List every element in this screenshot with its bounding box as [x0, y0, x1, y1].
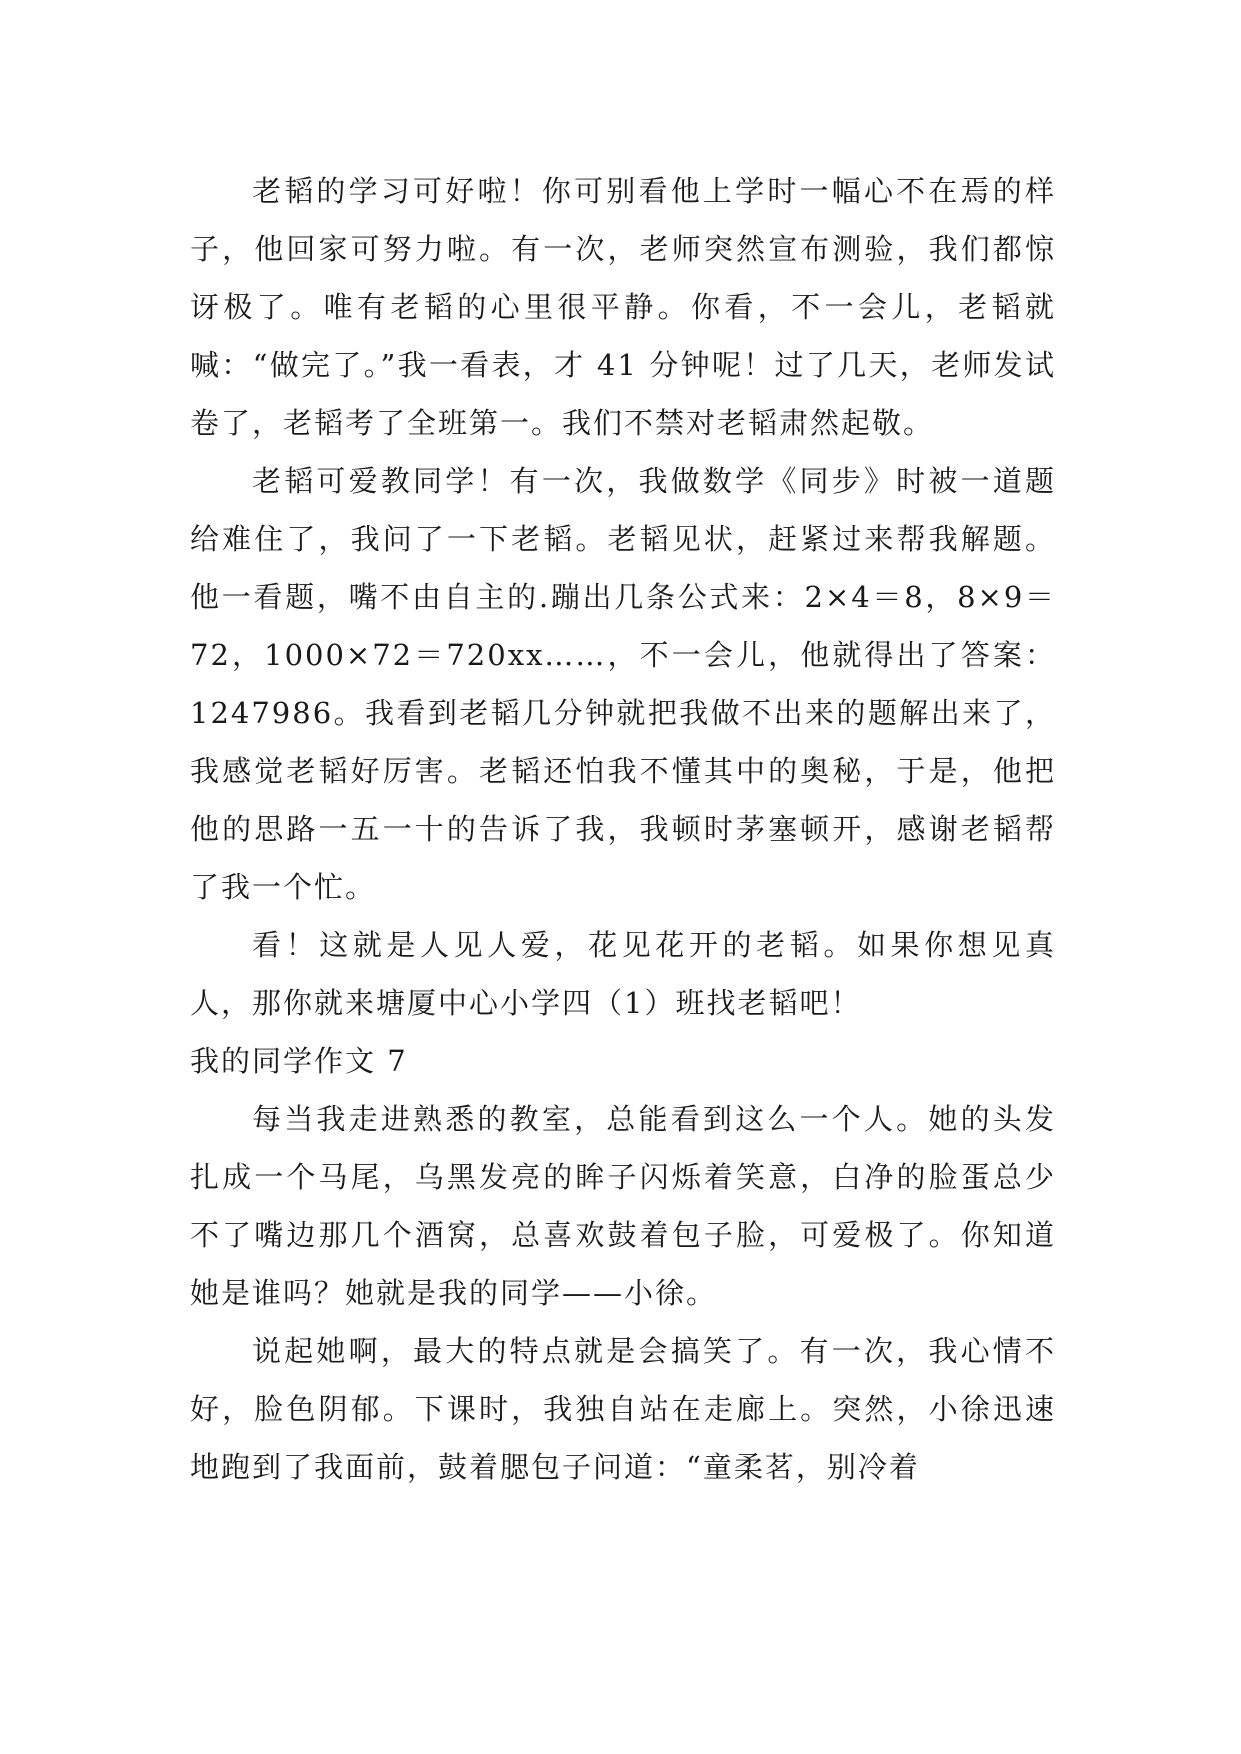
paragraph-intro-xiaoxu: 每当我走进熟悉的教室，总能看到这么一个人。她的头发扎成一个马尾，乌黑发亮的眸子闪烁着笑意，白净的脸蛋总少不了嘴边那几个酒窝，总喜欢鼓着包子脸，可爱极了。你知道她是谁吗？她就是我的同学——小徐。 [190, 1102, 1056, 1310]
paragraph-study: 老韬的学习可好啦！你可别看他上学时一幅心不在焉的样子，他回家可努力啦。有一次，老师突然宣布测验，我们都惊讶极了。唯有老韬的心里很平静。你看，不一会儿，老韬就喊：“做完了。”我一看表，才 41 分钟呢！过了几天，老师发试卷了，老韬考了全班第一。我们不禁对老韬肃然起敬。 [190, 174, 1056, 440]
paragraph-funny: 说起她啊，最大的特点就是会搞笑了。有一次，我心情不好，脸色阴郁。下课时，我独自站在走廊上。突然，小徐迅速地跑到了我面前，鼓着腮包子问道：“童柔茗，别冷着 [190, 1334, 1056, 1484]
document-body [190, 162, 1056, 1496]
paragraph-teaching: 老韬可爱教同学！有一次，我做数学《同步》时被一道题给难住了，我问了一下老韬。老韬见状，赶紧过来帮我解题。他一看题，嘴不由自主的.蹦出几条公式来：2×4＝8，8×9＝72，1000×72＝720xx……，不一会儿，他就得出了答案：1247986。我看到老韬几分钟就把我做不出来的题解出来了，我感觉老韬好厉害。老韬还怕我不懂其中的奥秘，于是，他把他的思路一五一十的告诉了我，我顿时茅塞顿开，感谢老韬帮了我一个忙。 [190, 464, 1056, 904]
section-title: 我的同学作文 7 [190, 1044, 408, 1078]
paragraph-closing: 看！这就是人见人爱，花见花开的老韬。如果你想见真人，那你就来塘厦中心小学四（1）班找老韬吧！ [190, 928, 1056, 1020]
